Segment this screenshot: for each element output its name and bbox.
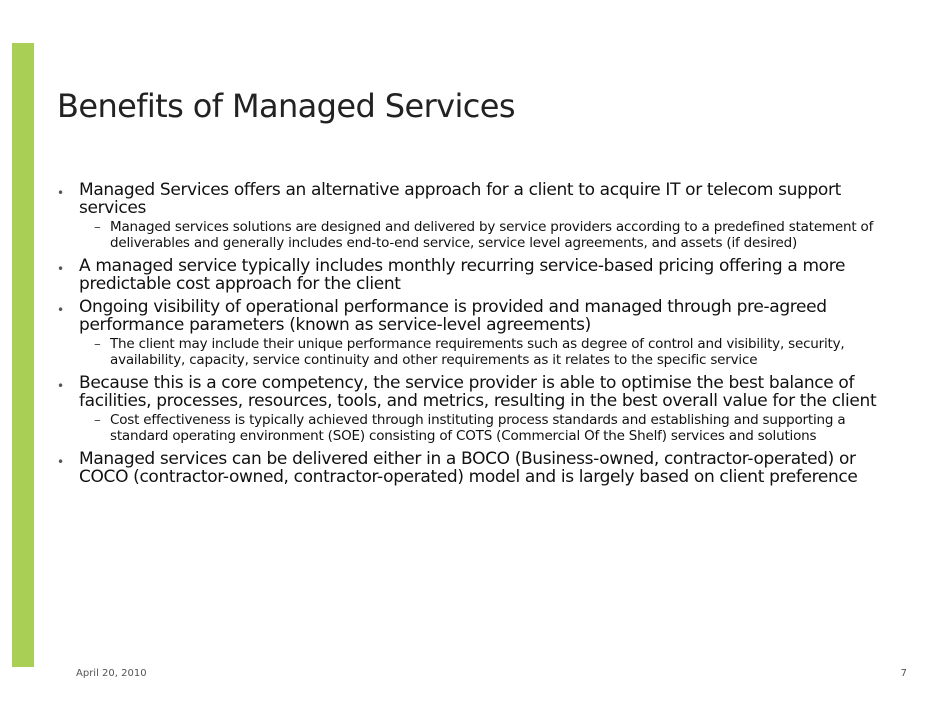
bullet-item [57, 450, 892, 486]
bullet-item [57, 374, 892, 410]
slide-title: Benefits of Managed Services [57, 87, 515, 125]
accent-bar [12, 43, 34, 667]
bullet-dot-icon: • [57, 455, 64, 469]
bullet-text: A managed service typically includes monthly recurring service-based pricing offering a more predictable cost approach for the client [79, 256, 846, 294]
page-number: 7 [900, 668, 907, 679]
dash-icon: – [94, 336, 101, 352]
bullet-item [57, 181, 892, 217]
bullet-dot-icon: • [57, 379, 64, 393]
dash-icon: – [94, 412, 101, 428]
sub-bullet-item [57, 220, 892, 251]
bullet-item [57, 298, 892, 334]
sub-bullet-text: Cost effectiveness is typically achieved through instituting process standards and establishing and supporting a standard operating environment (SOE) consisting of COTS (Commercial Of the Shelf) services and solutions [110, 412, 846, 444]
bullet-dot-icon: • [57, 262, 64, 276]
sub-bullet-text: The client may include their unique performance requirements such as degree of control and visibility, security, availability, capacity, service continuity and other requirements as it relates to the specific service [110, 336, 845, 368]
bullet-item [57, 257, 892, 293]
bullet-text: Managed Services offers an alternative approach for a client to acquire IT or telecom support services [79, 180, 841, 218]
sub-bullet-text: Managed services solutions are designed and delivered by service providers according to a predefined statement of deliverables and generally includes end-to-end service, service level agreements, and assets (if desired) [110, 219, 874, 251]
footer-date: April 20, 2010 [76, 668, 147, 679]
bullet-dot-icon: • [57, 303, 64, 317]
sub-bullet-item [57, 413, 892, 444]
bullet-dot-icon: • [57, 186, 64, 200]
dash-icon: – [94, 219, 101, 235]
bullet-text: Ongoing visibility of operational performance is provided and managed through pre-agreed performance parameters (known as service-level agreements) [79, 297, 827, 335]
slide-content [57, 181, 892, 491]
sub-bullet-item [57, 337, 892, 368]
bullet-text: Managed services can be delivered either in a BOCO (Business-owned, contractor-operated) or COCO (contractor-owned, contractor-operated) model and is largely based on client preference [79, 449, 858, 487]
bullet-text: Because this is a core competency, the service provider is able to optimise the best balance of facilities, processes, resources, tools, and metrics, resulting in the best overall value for the client [79, 373, 877, 411]
